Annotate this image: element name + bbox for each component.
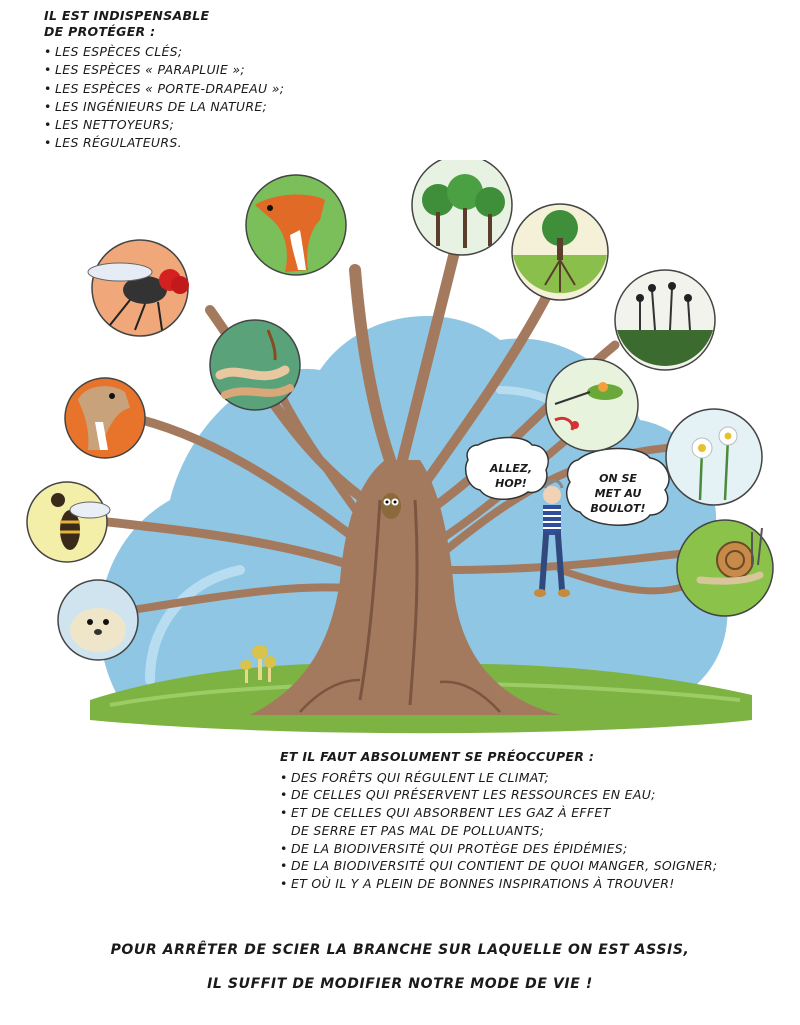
list-item: • LES ESPÈCES « PARAPLUIE »; [44,61,374,79]
list-item: • DE LA BIODIVERSITÉ QUI PROTÈGE DES ÉPIDÉMIES; [280,840,780,858]
tree-illustration [0,160,800,750]
top-text-block [44,8,374,152]
top-title-line-2: DE PROTÉGER : [44,23,156,39]
fly-icon [88,240,189,336]
list-item: • LES RÉGULATEURS. [44,134,374,152]
list-item: • LES INGÉNIEURS DE LA NATURE; [44,98,374,116]
tree-roots-icon [512,204,608,300]
top-list [44,43,374,152]
top-title-line-1: IL EST INDISPENSABLE [44,8,210,23]
fox-icon [246,175,346,275]
conclusion-line-2: IL SUFFIT DE MODIFIER NOTRE MODE DE VIE ! [207,976,593,992]
list-item: • LES ESPÈCES CLÉS; [44,43,374,61]
list-item: • DES FORÊTS QUI RÉGULENT LE CLIMAT; [280,769,780,787]
snail-icon [677,520,773,616]
wasp-icon [27,482,110,562]
daisies-icon [666,409,762,505]
forest-icon [412,160,512,255]
wolf-icon [65,378,145,458]
speech-bubble-left-text: ALLEZ, HOP! [489,462,533,490]
list-item: • DE LA BIODIVERSITÉ QUI CONTIENT DE QUOI MANGER, SOIGNER; [280,857,780,875]
list-item: • ET DE CELLES QUI ABSORBENT LES GAZ À EFFET DE SERRE ET PAS MAL DE POLLUANTS; [280,804,780,840]
bottom-title: ET IL FAUT ABSOLUMENT SE PRÉOCCUPER : [280,749,595,764]
bottom-text-block [280,749,780,893]
seal-icon [58,580,138,660]
owl-icon [381,493,401,519]
list-item: • LES NETTOYEURS; [44,116,374,134]
worms-icon [210,320,300,410]
hummingbird-icon [546,359,638,451]
list-item: • LES ESPÈCES « PORTE-DRAPEAU »; [44,80,374,98]
conclusion-line-1: POUR ARRÊTER DE SCIER LA BRANCHE SUR LAQUELLE ON EST ASSIS, [110,942,690,958]
speech-bubble-right-text: ON SE MET AU BOULOT! [590,472,646,515]
list-item: • DE CELLES QUI PRÉSERVENT LES RESSOURCES EN EAU; [280,786,780,804]
mushrooms-icon [615,270,715,370]
bottom-list [280,769,780,893]
list-item: • ET OÙ IL Y A PLEIN DE BONNES INSPIRATIONS À TROUVER! [280,875,780,893]
